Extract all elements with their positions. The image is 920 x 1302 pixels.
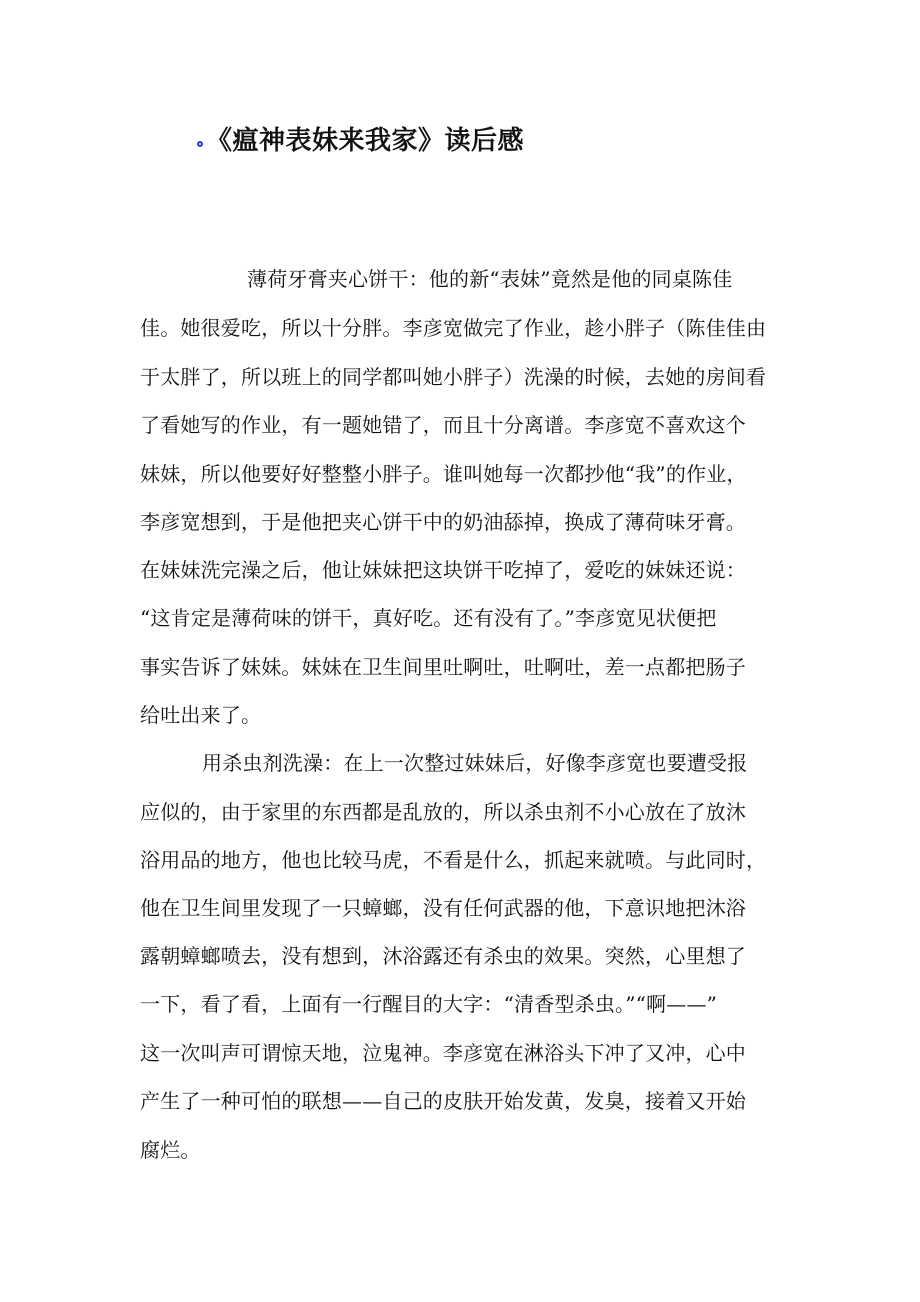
- title-row: [197, 118, 524, 158]
- document-title: 《瘟神表妹来我家》读后感: [206, 125, 525, 156]
- paragraph-2-line-8: 产生了一种可怕的联想——自己的皮肤开始发黄，发臭，接着又开始: [140, 1089, 746, 1113]
- bullet-icon: [197, 141, 203, 147]
- paragraph-2-line-1: 用杀虫剂洗澡：在上一次整过妹妹后，好像李彦宽也要遭受报: [202, 751, 748, 775]
- paragraph-2-line-5: 露朝蟑螂喷去，没有想到，沐浴露还有杀虫的效果。突然，心里想了: [140, 944, 746, 968]
- paragraph-2-line-2: 应似的，由于家里的东西都是乱放的，所以杀虫剂不小心放在了放沐: [140, 800, 746, 824]
- paragraph-1-line-3: 于太胖了，所以班上的同学都叫她小胖子）洗澡的时候，去她的房间看: [140, 365, 767, 389]
- paragraph-1-line-5: 妹妹，所以他要好好整整小胖子。谁叫她每一次都抄他“我”的作业，: [140, 462, 747, 486]
- paragraph-1-line-9: 事实告诉了妹妹。妹妹在卫生间里吐啊吐，吐啊吐，差一点都把肠子: [140, 655, 746, 679]
- paragraph-1-line-4: 了看她写的作业，有一题她错了，而且十分离谱。李彦宽不喜欢这个: [140, 413, 746, 437]
- paragraph-1-line-10: 给吐出来了。: [140, 703, 262, 727]
- paragraph-2-line-6: 一下，看了看，上面有一行醒目的大字：“清香型杀虫。”“啊——”: [140, 992, 718, 1016]
- paragraph-2-line-3: 浴用品的地方，他也比较马虎，不看是什么，抓起来就喷。与此同时，: [140, 848, 767, 872]
- paragraph-1-line-7: 在妹妹洗完澡之后，他让妹妹把这块饼干吃掉了，爱吃的妹妹还说：: [140, 558, 746, 582]
- paragraph-2-line-4: 他在卫生间里发现了一只蟑螂，没有任何武器的他，下意识地把沐浴: [140, 896, 746, 920]
- paragraph-1-line-2: 佳。她很爱吃，所以十分胖。李彦宽做完了作业，趁小胖子（陈佳佳由: [140, 316, 767, 340]
- paragraph-1-line-1: 薄荷牙膏夹心饼干：他的新“表妹”竟然是他的同桌陈佳: [247, 267, 733, 291]
- paragraph-2-line-7: 这一次叫声可谓惊天地，泣鬼神。李彦宽在淋浴头下冲了又冲，心中: [140, 1041, 746, 1065]
- paragraph-1-line-6: 李彦宽想到，于是他把夹心饼干中的奶油舔掉，换成了薄荷味牙膏。: [140, 510, 746, 534]
- paragraph-2-line-9: 腐烂。: [140, 1138, 201, 1162]
- paragraph-1-line-8: “这肯定是薄荷味的饼干，真好吃。还有没有了。”李彦宽见状便把: [140, 606, 717, 630]
